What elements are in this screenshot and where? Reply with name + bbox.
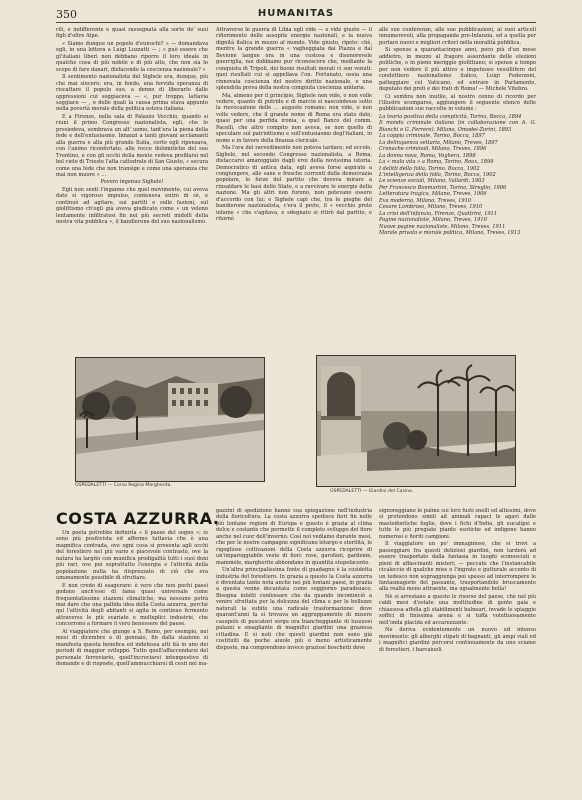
caption-place: OSPEDALETTI [330, 489, 362, 494]
paragraph: Un'altra principalissima fonte di guadagno è la cosidetta industria del forestiero. In grazia a questo la Costa azzurra è diventata tanto nota anche nei più lontani paesi, in grazia a questa venne decantata come soggiorno paradisiaco. Bisogna infatti confessare che da quando incominciò a venire sfruttata per la dolcezza del clima e per le bellezze naturali la subito una radicale trasformazione: dove quarant'anni fa si trovava un aggruppamento di misere casupole di pescatori sorge ora biancheggiante di lussuosi palazzi e smagliante di magnifici giardini una graziosa cittadina. E si noti che questi giardini non sono già costituiti da poche aiuole più o meno artisticamente disposte, ma comprendono invece graziosi boschetti dove [216, 567, 372, 651]
bibliography-item: L'intelligenza della folla, Torino, Bocca, 1902 [379, 171, 496, 178]
paragraph: gazzini di spedizione hanno sua spiegazione nell'industria della floricoltura. La costa azzurra spedisce fiori fin nelle più lontane regioni di Europa e questo è grazia al clima dolce e costante che permette il completo sviluppo dei fiore anche nel cuor dell'inverno. Così noi vediamo durante mesi, che per le nostre campagne significano letargo e sterilità, le rigogliose coltivazioni della Costa azzurra ricoprire di un'impareggiabile veste di fiori: rose, garofani, gardenie, mammole, margherite abbondano in quantità stupefacente. [216, 508, 372, 566]
section-column-2 [216, 508, 372, 792]
bibliography-list [379, 114, 536, 237]
photo-corso-regina-margherita [75, 357, 265, 482]
photo-caption-left: OSPEDALETTI — Corso Regina Margherita. [75, 483, 172, 488]
bibliography-item: La delinquenza settaria, Milano, Treves, 1897 [379, 139, 498, 146]
bibliography-item: I delitti della folla, Torino, Bocca, 1902 [379, 165, 480, 172]
paragraph: rili, e indifferente e quasi rassegnata alla sorte de' suoi figli d'oltre Alpe. [56, 27, 208, 40]
bibliography-item: La donna nova, Roma, Voghera, 1898 [379, 152, 476, 159]
bibliography-item: Cronache criminali, Milano, Treves, 1896 [379, 146, 487, 153]
bibliography-item: La teoria positiva della complicità, Torino, Bocca, 1894 [379, 113, 522, 120]
bibliography-item: La coppia criminale, Torino, Bocca, 1897 [379, 133, 485, 140]
bibliography-item: Eva moderna, Milano, Treves, 1910 [379, 197, 472, 204]
bibliography-item: Cesare Lombroso, Milano, Treves, 1910 [379, 204, 483, 211]
paragraph: Egli non sentì l'inganno che quel movimento, cui aveva dato sì vigoroso impulso, conteneva entro di sè, e continuò ad agitare, sui partiti e sulle fazioni, sul giolittismo ch'egli già aveva giudicato come « un veleno lentamente infiltratosi fin nei più secreti midolli della nostra vita pubblica », il bandierone del suo nazionalismo. [56, 186, 208, 226]
paragraph: Un poeta potrebbe definirla « il paese del sogno »; io sono più positivista ed affermo tuttavia che è una magnifica contrada, ove ogni cosa si presenta agli occhi del forestiero nel più vario e piacevole contrasto, ove la natura ha largito con munifica prodigalità tutti i suoi doni più rari, ove poi soprattutto l'energia e l'attività della popolazione nulla ha disprezzato di ciò che era umanamente possibile di sfruttare. [56, 530, 208, 582]
header-rule [56, 22, 536, 23]
bibliography-item: Nuove pagine nazionaliste, Milano, Treves, 1911 [379, 223, 506, 230]
publication-title: HUMANITAS [257, 8, 335, 19]
paragraph: E non credo di esagerare: è vero che non pochi paesi godono anch'essi di fama quasi universale come frequentatissime stazioni climatiche, ma nessuno potrà mai dare che una pallida idea della Costa azzurra, perchè qui l'attività degli abitanti si agita in continuo fermento attraverso le più svariate e molteplici industrie, che concorrono a formare il vero benessere del paese. [56, 582, 208, 628]
article-column-2 [216, 27, 372, 352]
caption-subject: Corso Regina Margherita. [113, 483, 172, 488]
paragraph: Il sentimento nazionalista del Sighele era, dunque, più che mai sincero; era, in fondo, una fervida speranza di riscattare il popolo suo, a denno di liberarlo dalle oppressioni cui soggiaceva — «, pur troppo, lattavia soggiace — , e delle quali la causa prima stava appunto nella povertà morale della politica estera italiana. [56, 74, 208, 113]
caption-subject: Giardini del Casino. [368, 489, 414, 494]
page-number: 350 [56, 8, 77, 21]
paragraph: Povero ingenuo Sighele! [100, 179, 164, 186]
bibliography-item: La « mala vita » a Roma, Torino, Roux, 1899 [379, 159, 494, 166]
bibliography-item: Per Francesco Bonmartini, Torino, Streglio, 1906 [379, 184, 507, 191]
paragraph: E a Firenze, nella sala di Palazzo Vecchio, quando si riunì il primo Congresso nazionalista, egli, che lo presiedeva, sembrava un alt' uomo, tant'era la piena della fede e dell'entusiasmo. Innanzi a tanti giovani acclamanti alla guerra e alla più grande Italia, certo egli ripensava, con l'animo riconfortato, alle rocce dolomitiche del suo Trentino, e con gli occhi della mente vedeva profilarsi nel bel cielo di Trieste l'alta cattedrale di San Giusto, « secura come una fede che non transige e come una speranza che mai non muore » ... [56, 113, 208, 178]
paragraph: Ma l'ora del ravvedimento non poteva tardare; ed eccolo, Sighele, nel secondo Congresso nazionalista, a Roma, distaccarsi amareggiato dagli eroi della novissima istoria. Democratico di antica data, egli aveva forse aspirato a congiungere, alle sane e fresche correnti della democrazia popolare, le forze del partito che doveva mirare a rinsaldare le basi dello Stato, e a ravvivare le energie della nazione. Ma gli altri non furono, non potevano essere d'accordo con lui; e Sighele capì che, tra le pieghe del bandierone nazionalista, c'era il prete, il « vecchio prete infame » che s'agitava, e sdegnato si ritirò dal partito, e ritornò [216, 145, 372, 223]
paragraph: Attraverso le guerra di Libia egli vide — e vide giusto — il rifiorimento delle assopite energie nazionali, e la nuova dignità italica in mezzo al mondo. Vide giusto, ripeto: chè, mentre la grande guerra « vagheggiata dai Piazza e dal Bevione langue ora in una costosa e disonorevole guerriglia, noi dobbiamo pur riconoscere che, mediante la conquista di Tripoli, dei buoni risultati morali ci son venuti: quei risultati cui si appellava l'on. Fortunato, ossia una rinnovata coscienza del nostro diritto nazionale, e una splendida prova della nostra compiuta coscienza unitaria. [216, 27, 372, 92]
street-photo-image [76, 358, 264, 481]
paragraph: Al viaggiatore che giunge a S. Remo, per esempio, nei mesi di dicembre e di gennaio, fin dalla stazione si manifesta questa benefica ed indefessa atti ità in uno dei periodi di maggior sviluppo. Tutto quell'affaccendarsi del personale ferroviario, quell'incrociarsi intempestivo di domande e di risposte, quell'ammucchiarsi di cesti nei ma- [56, 628, 208, 668]
section-title: COSTA AZZURRA. [56, 509, 220, 528]
paragraph: « Siamo dunque un popolo d'eunuchi? » — domandava egli, in una lettera a Luigi Luzzatti — ; « può essere che gl'italiani liberi non debbano riporre il loro ideale in qualche cosa di più nobile e di più alto, che non sia lo scopo di fare danari, disfacendo la coscienza nazionale? » [56, 40, 208, 73]
paragraph: Il viaggiatore un po' immaginoso, che si trovi a passeggiare fra questi deliziosi giardini, non tarderà ad essere trasportato dalla fantasia in luoghi sconosciuti e pieni di affascinanti misteri; — peccato che l'instancabile cicaleccio di qualche miss o l'ingrato e gutturale accento di un tedesco non sopraggiunga poi spesso ad interrompere le fantasmagorie del passante, trasportandolo bruscamente alla realtà meno attraente, ma ugualmente bella! [379, 541, 536, 593]
section-column-3 [379, 508, 536, 792]
section-column-1 [56, 530, 208, 792]
bibliography-item: Pagine nazionaliste, Milano, Treves, 1910 [379, 217, 487, 224]
article-column-1 [56, 27, 208, 352]
paragraph: signoreggiano le palme sui loro fusti snelli ed altissimi, dove si protendono simili ad animali rapaci le agavi dalle mastodontiche foglie, dove i fichi d'India, gli eucalipsi e tutte le più pregiate piante esotiche ed indigene hanno numerosi e fioriti campioni. [379, 508, 536, 540]
paragraph: Nè si arrestano a questo le risorse del paese, chè nel più caldi mesi d'estate una moltitudine di gente gaia e chiassosa affolla gli stabilimenti balneari, invade le spiaggie soffici di finissima arena e si tuffa voluttuosamente nell'onda placida ed accarezzante. [379, 593, 536, 626]
photo-caption-right: OSPEDALETTI — Giardini del Casino. [330, 489, 414, 494]
paragraph: Ne deriva evidentemente un nuovo ed intenso movimento: gli alberghi stipati di bagnanti, gli ampi viali ed i magnifici giardini percorsi continuamente da uno sciame di forestieri, i barcaiuoli [379, 627, 536, 653]
bibliography-item: Il mondo criminale italiano (in collaborazione con A. G. Bianchi e G. Ferrero), Milano, Omodei-Zorini, 1893 [379, 120, 536, 133]
bibliography-item: Letteratura tragica, Milano, Treves, 1906 [379, 191, 487, 198]
bibliography-item: Morale privata e morale politica, Milano, Treves, 1913 [379, 230, 521, 237]
article-column-3 [379, 27, 536, 352]
bibliography-item: La crisi dell'infanzia, Firenze, Quattrini, 1911 [379, 210, 498, 217]
paragraph: alle sue conferenze, alle sue pubblicazioni, ai suoi articoli innumerevoli, alla propaganda pro-Infanzia, ed a quella per portare nuovi e migliori criteri nella moralità pubblica. [379, 27, 536, 46]
garden-photo-image [317, 356, 515, 486]
caption-place: OSPEDALETTI [75, 483, 107, 488]
paragraph: Si spense a quarantacinque anni, poco più d'un mese addietro, in mezzo al fragore assordante delle elezioni politiche, e in pieno meriggio giolittiano; si spense a tempo per non vedere il più attivo e impetuoso vessillifero del condottiero nazionalismo italico, Luigi Federzoni, patteggiare col Vaticano, ed entrare in Parlamento, deputato dei preti e dei frati di Roma! — Michele Vitebro. [379, 47, 536, 93]
bibliography-item: Le scienze sociali, Milano, Vallardi, 1903 [379, 178, 485, 185]
paragraph: Ci sembra non inutile, al nostro cenno di ricordo per l'illustre scomparso, aggiungere il seguente elenco delle pubblicazioni sue raccolte in volume : [379, 93, 536, 113]
paragraph: Ma, almeno per il principio, Sighele non vide, o non volle vedere, quanto di putrido e di marcio si nascondesse sotto la rievocazione delle ... auguste romane; non vide, o non volle vedere, che il grande nome di Roma era stato dato, quasi per una perfida ironia, a quel Banco del comm. Pacelli, che altro compito non aveva, se non quello di speculare sul patriottismo e sull'entusiasmo degl'italiani, in nome e in favore della finanza clericale. [216, 92, 372, 144]
photo-giardini-del-casino [316, 355, 516, 487]
page-header [56, 8, 536, 22]
